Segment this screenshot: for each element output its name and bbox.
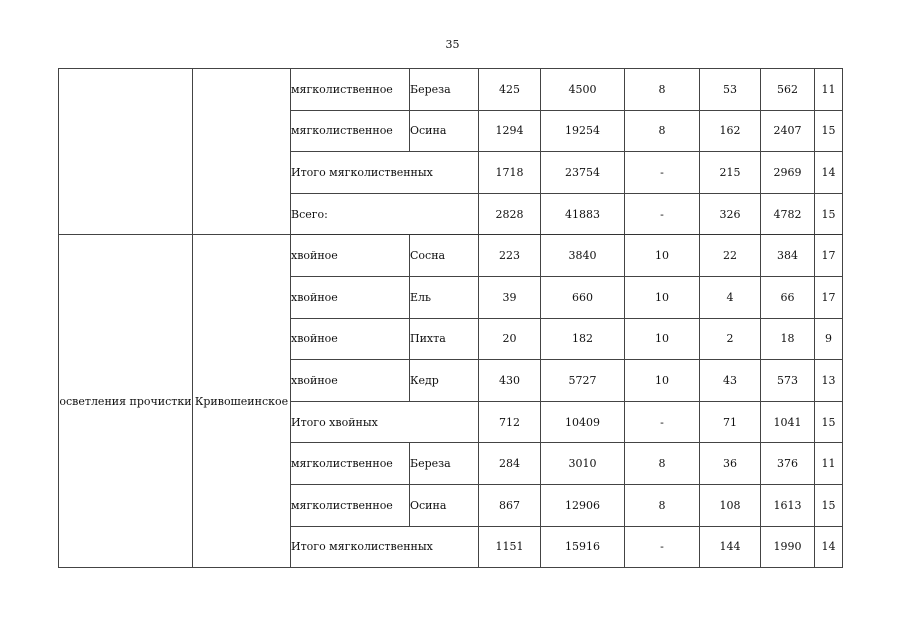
forest-care-table bbox=[58, 68, 843, 568]
age-cell: 8 bbox=[625, 484, 700, 526]
value-cell: 1990 bbox=[761, 526, 815, 568]
species-cell: Сосна bbox=[410, 235, 479, 277]
value-cell: 326 bbox=[700, 193, 761, 235]
value-cell: 13 bbox=[815, 360, 843, 402]
value-cell: 1041 bbox=[761, 401, 815, 443]
stock-cell: 10409 bbox=[541, 401, 625, 443]
area-cell: 1151 bbox=[479, 526, 541, 568]
value-cell: 215 bbox=[700, 152, 761, 194]
species-cell: Пихта bbox=[410, 318, 479, 360]
species-group-cell: мягколиственное bbox=[291, 69, 410, 111]
species-group-cell: хвойное bbox=[291, 318, 410, 360]
value-cell: 108 bbox=[700, 484, 761, 526]
species-cell: Береза bbox=[410, 443, 479, 485]
stock-cell: 41883 bbox=[541, 193, 625, 235]
stock-cell: 3840 bbox=[541, 235, 625, 277]
value-cell: 18 bbox=[761, 318, 815, 360]
value-cell: 53 bbox=[700, 69, 761, 111]
value-cell: 66 bbox=[761, 276, 815, 318]
stock-cell: 4500 bbox=[541, 69, 625, 111]
species-group-cell: мягколиственное bbox=[291, 484, 410, 526]
species-cell: Кедр bbox=[410, 360, 479, 402]
value-cell: 4782 bbox=[761, 193, 815, 235]
value-cell: 14 bbox=[815, 152, 843, 194]
forestry-cell bbox=[193, 69, 291, 235]
species-cell: Осина bbox=[410, 110, 479, 152]
age-cell: - bbox=[625, 152, 700, 194]
value-cell: 43 bbox=[700, 360, 761, 402]
value-cell: 11 bbox=[815, 443, 843, 485]
total-label-cell: Всего: bbox=[291, 193, 479, 235]
stock-cell: 19254 bbox=[541, 110, 625, 152]
area-cell: 2828 bbox=[479, 193, 541, 235]
value-cell: 384 bbox=[761, 235, 815, 277]
felling-type-cell: осветления прочистки bbox=[59, 235, 193, 568]
species-group-cell: мягколиственное bbox=[291, 110, 410, 152]
value-cell: 562 bbox=[761, 69, 815, 111]
value-cell: 15 bbox=[815, 484, 843, 526]
value-cell: 22 bbox=[700, 235, 761, 277]
area-cell: 712 bbox=[479, 401, 541, 443]
value-cell: 2969 bbox=[761, 152, 815, 194]
value-cell: 15 bbox=[815, 110, 843, 152]
area-cell: 1718 bbox=[479, 152, 541, 194]
total-label-cell: Итого хвойных bbox=[291, 401, 479, 443]
value-cell: 71 bbox=[700, 401, 761, 443]
value-cell: 376 bbox=[761, 443, 815, 485]
value-cell: 15 bbox=[815, 193, 843, 235]
stock-cell: 660 bbox=[541, 276, 625, 318]
species-group-cell: мягколиственное bbox=[291, 443, 410, 485]
species-cell: Ель bbox=[410, 276, 479, 318]
stock-cell: 3010 bbox=[541, 443, 625, 485]
value-cell: 1613 bbox=[761, 484, 815, 526]
value-cell: 15 bbox=[815, 401, 843, 443]
value-cell: 2 bbox=[700, 318, 761, 360]
stock-cell: 23754 bbox=[541, 152, 625, 194]
stock-cell: 12906 bbox=[541, 484, 625, 526]
value-cell: 4 bbox=[700, 276, 761, 318]
value-cell: 9 bbox=[815, 318, 843, 360]
area-cell: 39 bbox=[479, 276, 541, 318]
age-cell: 8 bbox=[625, 110, 700, 152]
area-cell: 430 bbox=[479, 360, 541, 402]
table-row bbox=[59, 235, 843, 277]
value-cell: 36 bbox=[700, 443, 761, 485]
area-cell: 20 bbox=[479, 318, 541, 360]
age-cell: 8 bbox=[625, 69, 700, 111]
age-cell: 10 bbox=[625, 235, 700, 277]
forestry-cell: Кривошеинское bbox=[193, 235, 291, 568]
age-cell: 10 bbox=[625, 276, 700, 318]
area-cell: 1294 bbox=[479, 110, 541, 152]
value-cell: 14 bbox=[815, 526, 843, 568]
species-cell: Осина bbox=[410, 484, 479, 526]
stock-cell: 182 bbox=[541, 318, 625, 360]
age-cell: 10 bbox=[625, 318, 700, 360]
species-cell: Береза bbox=[410, 69, 479, 111]
age-cell: - bbox=[625, 526, 700, 568]
value-cell: 573 bbox=[761, 360, 815, 402]
age-cell: 10 bbox=[625, 360, 700, 402]
total-label-cell: Итого мягколиственных bbox=[291, 526, 479, 568]
stock-cell: 5727 bbox=[541, 360, 625, 402]
area-cell: 284 bbox=[479, 443, 541, 485]
age-cell: - bbox=[625, 401, 700, 443]
value-cell: 11 bbox=[815, 69, 843, 111]
total-label-cell: Итого мягколиственных bbox=[291, 152, 479, 194]
felling-type-cell bbox=[59, 69, 193, 235]
species-group-cell: хвойное bbox=[291, 360, 410, 402]
table-row bbox=[59, 69, 843, 111]
value-cell: 144 bbox=[700, 526, 761, 568]
age-cell: 8 bbox=[625, 443, 700, 485]
stock-cell: 15916 bbox=[541, 526, 625, 568]
area-cell: 425 bbox=[479, 69, 541, 111]
value-cell: 17 bbox=[815, 276, 843, 318]
age-cell: - bbox=[625, 193, 700, 235]
value-cell: 17 bbox=[815, 235, 843, 277]
species-group-cell: хвойное bbox=[291, 276, 410, 318]
page-number: 35 bbox=[445, 38, 460, 51]
area-cell: 223 bbox=[479, 235, 541, 277]
value-cell: 162 bbox=[700, 110, 761, 152]
species-group-cell: хвойное bbox=[291, 235, 410, 277]
area-cell: 867 bbox=[479, 484, 541, 526]
value-cell: 2407 bbox=[761, 110, 815, 152]
